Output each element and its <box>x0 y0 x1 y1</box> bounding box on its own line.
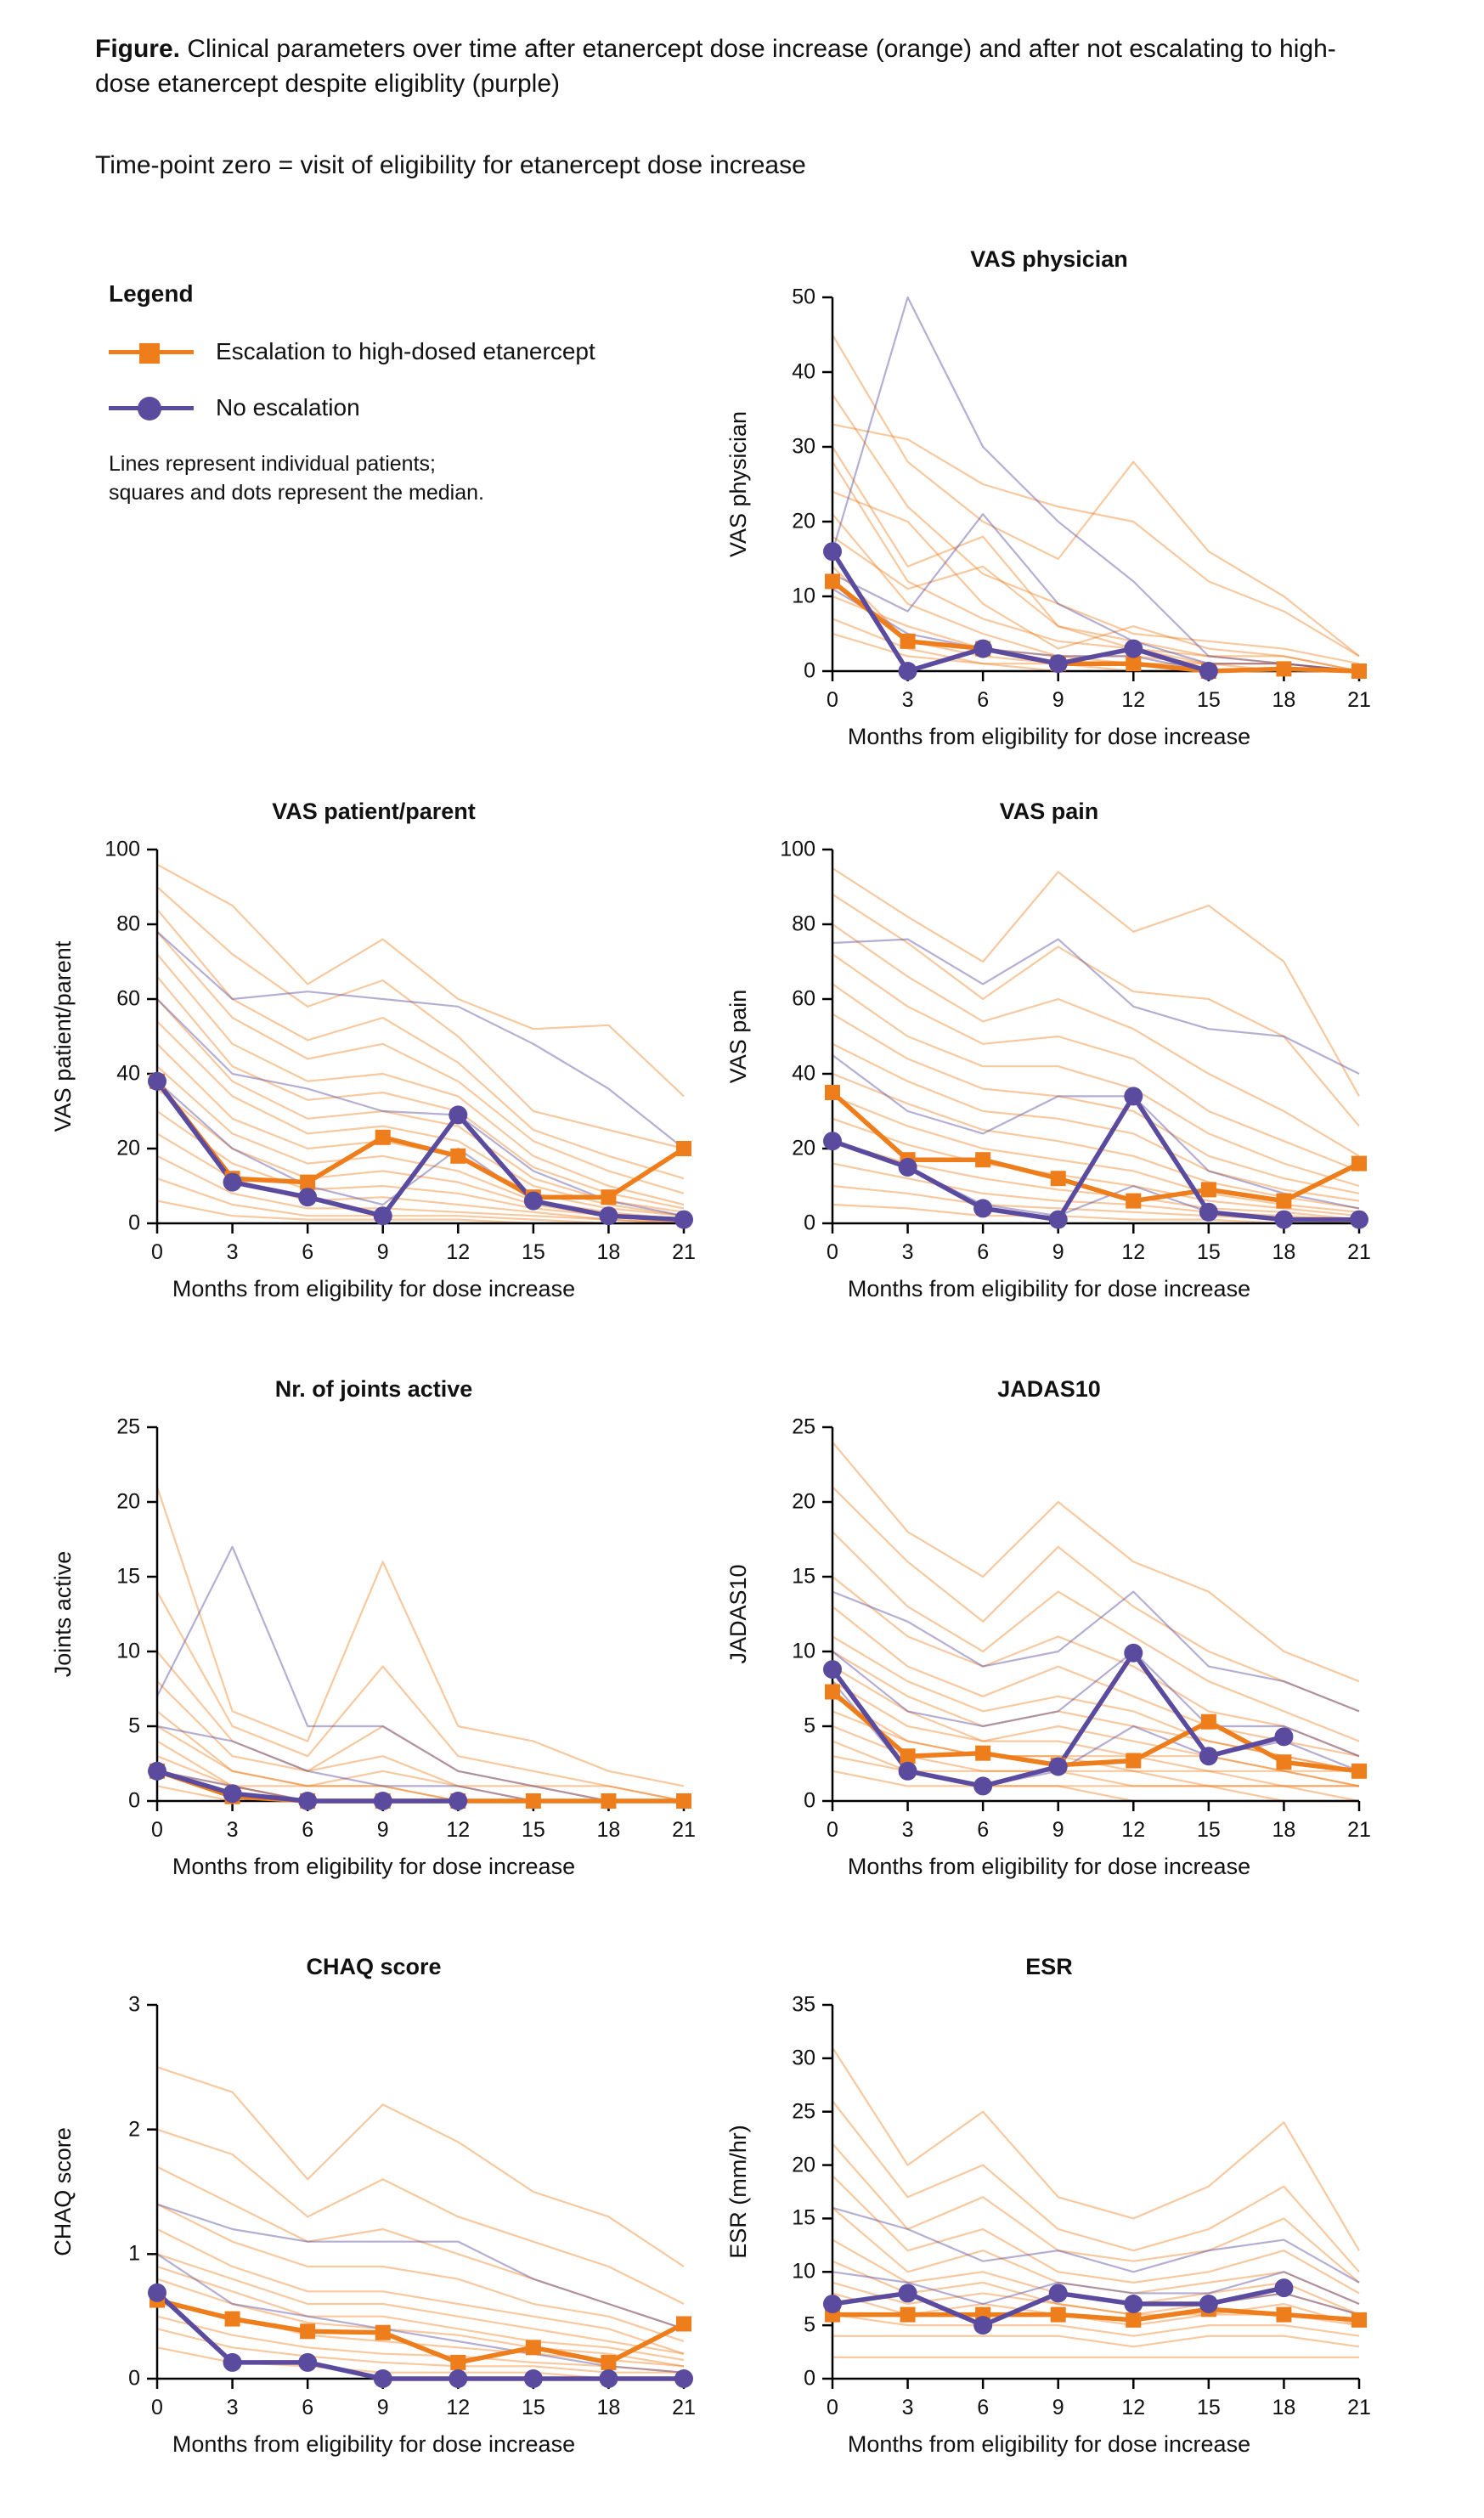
x-tick-label: 12 <box>1121 2396 1146 2419</box>
axis-lines <box>832 297 1359 671</box>
x-tick-label: 15 <box>1196 1818 1221 1842</box>
y-tick-label: 20 <box>116 1489 140 1514</box>
median-marker-circle <box>1049 1758 1068 1776</box>
legend <box>109 280 703 508</box>
median-marker-square <box>825 1085 840 1100</box>
median-marker-circle <box>973 640 992 658</box>
y-tick-label: 15 <box>116 1564 140 1589</box>
median-marker-circle <box>823 1132 842 1150</box>
x-tick-label: 3 <box>901 1818 914 1842</box>
median-marker-square <box>676 2316 691 2331</box>
x-tick-label: 3 <box>901 1240 914 1264</box>
median-marker-circle <box>1049 654 1068 673</box>
median-marker-circle <box>524 1192 543 1211</box>
x-tick-label: 0 <box>827 1818 838 1842</box>
x-tick-label: 0 <box>827 2396 838 2419</box>
y-axis-label: ESR (mm/hr) <box>725 2125 751 2259</box>
individual-patient-line <box>832 1487 1359 1711</box>
legend-item-escalation <box>109 338 703 365</box>
median-marker-circle <box>223 2353 242 2372</box>
chart-title-vas_patient_parent: VAS patient/parent <box>272 799 476 824</box>
median-marker-circle <box>298 1188 317 1206</box>
median-marker-circle <box>1124 1644 1143 1663</box>
individual-patient-line <box>832 425 1359 657</box>
x-axis-label: Months from eligibility for dose increase <box>847 1276 1251 1301</box>
x-tick-label: 9 <box>376 1240 389 1264</box>
x-tick-label: 0 <box>827 1240 838 1264</box>
x-tick-label: 21 <box>672 1818 696 1842</box>
median-marker-square <box>526 2340 541 2355</box>
x-tick-label: 3 <box>901 688 914 712</box>
y-tick-label: 25 <box>792 1414 815 1439</box>
x-tick-label: 15 <box>521 2396 545 2419</box>
x-tick-label: 6 <box>977 2396 990 2419</box>
y-tick-label: 0 <box>128 1211 140 1235</box>
median-marker-square <box>1351 1156 1367 1171</box>
y-tick-label: 15 <box>792 1564 815 1589</box>
chart-panel-esr <box>705 1954 1393 2489</box>
x-tick-label: 21 <box>672 1240 696 1264</box>
median-marker-square <box>1126 1194 1141 1209</box>
legend-title: Legend <box>109 280 194 307</box>
y-tick-label: 35 <box>792 1992 815 2017</box>
x-tick-label: 6 <box>977 1240 990 1264</box>
median-marker-circle <box>599 1206 618 1225</box>
x-tick-label: 12 <box>1121 1240 1146 1264</box>
x-tick-label: 3 <box>226 2396 239 2419</box>
x-tick-label: 18 <box>1272 2396 1296 2419</box>
median-marker-square <box>1276 1194 1291 1209</box>
median-marker-square <box>1276 2307 1291 2323</box>
median-marker-square <box>601 2355 616 2370</box>
legend-label-no-escalation: No escalation <box>216 394 360 421</box>
median-marker-square <box>1126 1753 1141 1768</box>
median-marker-square <box>1126 656 1141 671</box>
median-marker-circle <box>674 2369 693 2388</box>
chart-title-chaq_score: CHAQ score <box>306 1954 442 1979</box>
median-marker-square <box>601 1189 616 1205</box>
median-marker-square <box>225 2312 240 2327</box>
median-marker-circle <box>148 1762 166 1781</box>
median-marker-circle <box>1199 662 1218 680</box>
median-marker-square <box>1276 1754 1291 1770</box>
x-tick-label: 0 <box>827 688 838 712</box>
y-axis-label: CHAQ score <box>50 2127 76 2256</box>
median-marker-circle <box>298 1792 317 1810</box>
y-tick-label: 60 <box>116 986 140 1011</box>
y-tick-label: 1 <box>128 2241 140 2266</box>
chart-panel-vas_patient_parent <box>30 799 718 1334</box>
median-marker-square <box>450 2355 466 2370</box>
y-tick-label: 30 <box>792 2046 815 2070</box>
chart-title-vas_physician: VAS physician <box>970 246 1128 272</box>
x-tick-label: 15 <box>1196 688 1221 712</box>
median-marker-circle <box>148 1072 166 1091</box>
median-marker-circle <box>449 2369 467 2388</box>
median-marker-circle <box>899 662 917 680</box>
y-tick-label: 20 <box>792 2153 815 2177</box>
y-tick-label: 0 <box>804 1788 815 1813</box>
median-marker-circle <box>298 2353 317 2372</box>
y-tick-label: 2 <box>128 2117 140 2142</box>
median-marker-square <box>1276 661 1291 676</box>
figure-caption <box>95 32 1386 102</box>
x-tick-label: 18 <box>1272 1818 1296 1842</box>
median-marker-circle <box>823 1660 842 1679</box>
x-tick-label: 15 <box>1196 1240 1221 1264</box>
y-tick-label: 40 <box>116 1061 140 1086</box>
median-marker-square <box>1351 2312 1367 2328</box>
chart-panel-chaq_score <box>30 1954 718 2489</box>
median-marker-square <box>900 634 916 649</box>
median-marker-circle <box>449 1105 467 1124</box>
median-marker-square <box>1351 663 1367 679</box>
y-tick-label: 80 <box>116 912 140 936</box>
x-tick-label: 9 <box>1052 2396 1064 2419</box>
individual-patient-line <box>832 2336 1359 2347</box>
median-marker-circle <box>674 1211 693 1229</box>
median-marker-square <box>1051 2307 1066 2323</box>
x-tick-label: 12 <box>1121 688 1146 712</box>
y-axis-label: Joints active <box>50 1550 76 1678</box>
y-tick-label: 5 <box>128 1713 140 1738</box>
median-marker-circle <box>1124 2295 1143 2313</box>
x-tick-label: 18 <box>596 2396 621 2419</box>
chart-panel-vas_pain <box>705 799 1393 1334</box>
median-marker-circle <box>899 2284 917 2302</box>
individual-patient-line <box>832 537 1359 671</box>
y-tick-label: 3 <box>128 1992 140 2017</box>
median-marker-circle <box>374 1206 392 1225</box>
chart-title-esr: ESR <box>1025 1954 1073 1979</box>
median-marker-circle <box>223 1784 242 1803</box>
median-marker-circle <box>1124 1087 1143 1105</box>
x-tick-label: 18 <box>1272 1240 1296 1264</box>
y-tick-label: 20 <box>792 509 815 534</box>
y-tick-label: 0 <box>804 1211 815 1235</box>
y-tick-label: 40 <box>792 359 815 384</box>
y-tick-label: 30 <box>792 434 815 459</box>
median-marker-square <box>825 573 840 589</box>
figure-subcaption: Time-point zero = visit of eligibility for etanercept dose increase <box>95 151 806 179</box>
axis-lines <box>832 2005 1359 2379</box>
median-marker-square <box>975 1746 990 1761</box>
x-tick-label: 21 <box>1347 2396 1371 2419</box>
median-marker-circle <box>1199 2295 1218 2313</box>
x-tick-label: 0 <box>151 1240 163 1264</box>
median-marker-circle <box>1049 2284 1068 2302</box>
x-tick-label: 21 <box>672 2396 696 2419</box>
median-marker-circle <box>524 2369 543 2388</box>
y-tick-label: 5 <box>804 1713 815 1738</box>
x-axis-label: Months from eligibility for dose increase <box>172 1276 576 1301</box>
median-marker-circle <box>374 2369 392 2388</box>
chart-title-jadas10: JADAS10 <box>997 1376 1101 1402</box>
median-marker-square <box>300 2323 315 2339</box>
x-axis-label: Months from eligibility for dose increase <box>847 2431 1251 2457</box>
x-tick-label: 9 <box>1052 1818 1064 1842</box>
median-marker-circle <box>1350 1211 1368 1229</box>
median-marker-square <box>1126 2312 1141 2328</box>
y-tick-label: 25 <box>116 1414 140 1439</box>
median-marker-circle <box>973 2316 992 2335</box>
median-marker-circle <box>823 542 842 561</box>
y-tick-label: 100 <box>104 837 140 861</box>
x-tick-label: 15 <box>521 1818 545 1842</box>
y-tick-label: 100 <box>780 837 815 861</box>
individual-patient-line <box>157 1547 684 1801</box>
y-tick-label: 0 <box>128 1788 140 1813</box>
median-marker-square <box>375 1130 391 1145</box>
individual-patient-line <box>832 589 1359 671</box>
median-marker-circle <box>449 1792 467 1810</box>
median-marker-circle <box>973 1199 992 1217</box>
individual-patient-line <box>832 868 1359 1096</box>
x-tick-label: 21 <box>1347 1818 1371 1842</box>
median-marker-square <box>676 1141 691 1156</box>
median-marker-square <box>1201 1182 1216 1197</box>
x-tick-label: 15 <box>1196 2396 1221 2419</box>
x-tick-label: 9 <box>376 1818 389 1842</box>
y-tick-label: 20 <box>792 1136 815 1160</box>
y-tick-label: 10 <box>792 2259 815 2284</box>
median-marker-circle <box>823 2295 842 2313</box>
individual-patient-line <box>157 887 684 1149</box>
median-marker-square <box>1051 1171 1066 1186</box>
median-marker-square <box>900 1748 916 1764</box>
x-axis-label: Months from eligibility for dose increase <box>172 1854 576 1879</box>
individual-patient-line <box>157 909 684 1178</box>
x-axis-label: Months from eligibility for dose increase <box>847 724 1251 749</box>
x-tick-label: 6 <box>302 1818 314 1842</box>
individual-patient-line <box>157 2130 684 2304</box>
median-marker-circle <box>599 2369 618 2388</box>
x-tick-label: 6 <box>302 2396 314 2419</box>
x-axis-label: Months from eligibility for dose increase <box>172 2431 576 2457</box>
x-tick-label: 21 <box>1347 1240 1371 1264</box>
x-tick-label: 0 <box>151 1818 163 1842</box>
x-tick-label: 18 <box>596 1240 621 1264</box>
median-marker-circle <box>1049 1211 1068 1229</box>
x-tick-label: 6 <box>302 1240 314 1264</box>
x-tick-label: 3 <box>226 1818 239 1842</box>
legend-symbol-circle <box>109 397 194 419</box>
y-tick-label: 80 <box>792 912 815 936</box>
legend-note: Lines represent individual patients; squares and dots represent the median. <box>109 452 484 505</box>
y-axis-label: JADAS10 <box>725 1564 751 1664</box>
individual-patient-line <box>832 2176 1359 2293</box>
x-tick-label: 3 <box>901 2396 914 2419</box>
median-marker-square <box>375 2325 391 2340</box>
median-marker-square <box>975 1152 990 1167</box>
individual-patient-line <box>832 1442 1359 1682</box>
median-marker-circle <box>148 2284 166 2302</box>
chart-title-vas_pain: VAS pain <box>999 799 1099 824</box>
y-tick-label: 10 <box>116 1639 140 1663</box>
chart-panel-vas_physician <box>705 246 1393 782</box>
y-tick-label: 0 <box>804 658 815 683</box>
individual-patient-line <box>832 895 1359 1126</box>
y-axis-label: VAS patient/parent <box>50 940 76 1132</box>
x-tick-label: 9 <box>1052 1240 1064 1264</box>
figure-caption-text: Clinical parameters over time after etanercept dose increase (orange) and after not escalating to high-dose etanercept despite eligiblity (purple) <box>95 35 1336 98</box>
median-marker-circle <box>223 1173 242 1192</box>
axis-lines <box>157 1427 684 1801</box>
x-tick-label: 12 <box>446 2396 471 2419</box>
median-marker-square <box>450 1149 466 1164</box>
y-tick-label: 60 <box>792 986 815 1011</box>
x-tick-label: 15 <box>521 1240 545 1264</box>
legend-symbol-square <box>109 341 194 363</box>
median-marker-square <box>676 1793 691 1809</box>
y-tick-label: 15 <box>792 2205 815 2230</box>
median-marker-circle <box>1274 2278 1293 2297</box>
y-axis-label: VAS pain <box>725 989 751 1084</box>
y-tick-label: 5 <box>804 2312 815 2337</box>
y-tick-label: 20 <box>116 1136 140 1160</box>
individual-patient-line <box>832 954 1359 1171</box>
median-marker-circle <box>374 1792 392 1810</box>
median-marker-circle <box>1274 1727 1293 1746</box>
chart-title-joints_active: Nr. of joints active <box>274 1376 473 1402</box>
figure-caption-bold: Figure. <box>95 35 181 63</box>
y-tick-label: 10 <box>792 584 815 608</box>
median-marker-circle <box>1199 1203 1218 1222</box>
x-tick-label: 12 <box>1121 1818 1146 1842</box>
median-marker-square <box>1201 1714 1216 1730</box>
x-tick-label: 21 <box>1347 688 1371 712</box>
x-tick-label: 6 <box>977 1818 990 1842</box>
y-tick-label: 0 <box>128 2366 140 2391</box>
y-tick-label: 0 <box>804 2366 815 2391</box>
median-marker-circle <box>1124 640 1143 658</box>
y-axis-label: VAS physician <box>725 410 751 558</box>
x-tick-label: 18 <box>596 1818 621 1842</box>
median-marker-square <box>526 1793 541 1809</box>
individual-patient-line <box>157 1681 684 1801</box>
median-marker-square <box>300 1175 315 1190</box>
x-tick-label: 12 <box>446 1818 471 1842</box>
median-marker-circle <box>899 1762 917 1781</box>
y-tick-label: 25 <box>792 2099 815 2124</box>
x-tick-label: 6 <box>977 688 990 712</box>
median-marker-circle <box>899 1158 917 1177</box>
median-marker-square <box>601 1793 616 1809</box>
median-marker-circle <box>1274 1211 1293 1229</box>
x-tick-label: 3 <box>226 1240 239 1264</box>
median-marker-square <box>1351 1764 1367 1779</box>
y-tick-label: 40 <box>792 1061 815 1086</box>
chart-panel-jadas10 <box>705 1376 1393 1911</box>
individual-patient-line <box>157 2067 684 2267</box>
chart-panel-joints_active <box>30 1376 718 1911</box>
x-tick-label: 18 <box>1272 688 1296 712</box>
individual-patient-line <box>157 865 684 1097</box>
x-tick-label: 0 <box>151 2396 163 2419</box>
y-tick-label: 50 <box>792 285 815 309</box>
legend-label-escalation: Escalation to high-dosed etanercept <box>216 338 595 364</box>
y-tick-label: 20 <box>792 1489 815 1514</box>
median-marker-circle <box>973 1776 992 1795</box>
individual-patient-line <box>832 297 1359 671</box>
legend-item-no-escalation <box>109 394 703 421</box>
individual-patient-line <box>157 1487 684 1786</box>
x-axis-label: Months from eligibility for dose increase <box>847 1854 1251 1879</box>
x-tick-label: 9 <box>1052 688 1064 712</box>
x-tick-label: 9 <box>376 2396 389 2419</box>
y-tick-label: 10 <box>792 1639 815 1663</box>
median-marker-square <box>825 1685 840 1700</box>
median-marker-circle <box>1199 1747 1218 1765</box>
median-marker-square <box>900 2307 916 2323</box>
x-tick-label: 12 <box>446 1240 471 1264</box>
